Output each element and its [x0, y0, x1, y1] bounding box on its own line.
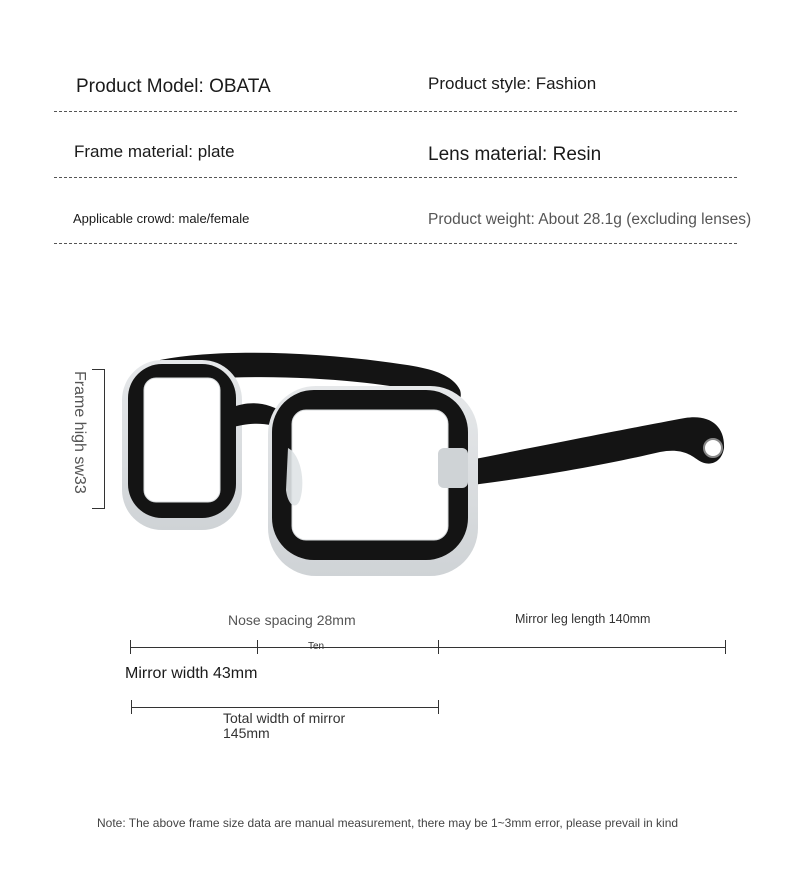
- dimension-line-main: [130, 647, 726, 648]
- frame-material: Frame material: plate: [74, 142, 235, 161]
- ten-label: Ten: [308, 641, 325, 652]
- tick: [438, 640, 439, 654]
- frame-height-label: Frame high sw33: [71, 371, 88, 494]
- tick: [725, 640, 726, 654]
- tick: [131, 700, 132, 714]
- mirror-leg-length-label: Mirror leg length 140mm: [515, 612, 651, 626]
- total-width-line1: Total width of mirror: [223, 710, 346, 726]
- temple-tip-right: [704, 439, 722, 457]
- hinge: [438, 448, 468, 488]
- tick: [257, 640, 258, 654]
- tick: [130, 640, 131, 654]
- lens-material: Lens material: Resin: [428, 144, 602, 165]
- divider: [54, 177, 737, 178]
- nose-spacing-label: Nose spacing 28mm: [228, 612, 356, 628]
- applicable-crowd: Applicable crowd: male/female: [73, 211, 250, 226]
- product-style: Product style: Fashion: [428, 74, 597, 93]
- total-width-line2: 145mm: [223, 725, 270, 741]
- measurement-note: Note: The above frame size data are manual measurement, there may be 1~3mm error, please prevail in kind: [97, 816, 679, 830]
- product-weight: Product weight: About 28.1g (excluding lenses): [428, 211, 752, 228]
- glasses-image: [100, 330, 740, 590]
- product-model: Product Model: OBATA: [76, 76, 271, 97]
- mirror-width-label: Mirror width 43mm: [125, 665, 258, 682]
- right-lens: [292, 410, 448, 540]
- left-lens: [144, 378, 220, 502]
- total-width-line: [131, 707, 439, 708]
- tick: [438, 700, 439, 714]
- divider: [54, 111, 737, 112]
- total-width-label: [223, 711, 345, 741]
- divider: [54, 243, 737, 244]
